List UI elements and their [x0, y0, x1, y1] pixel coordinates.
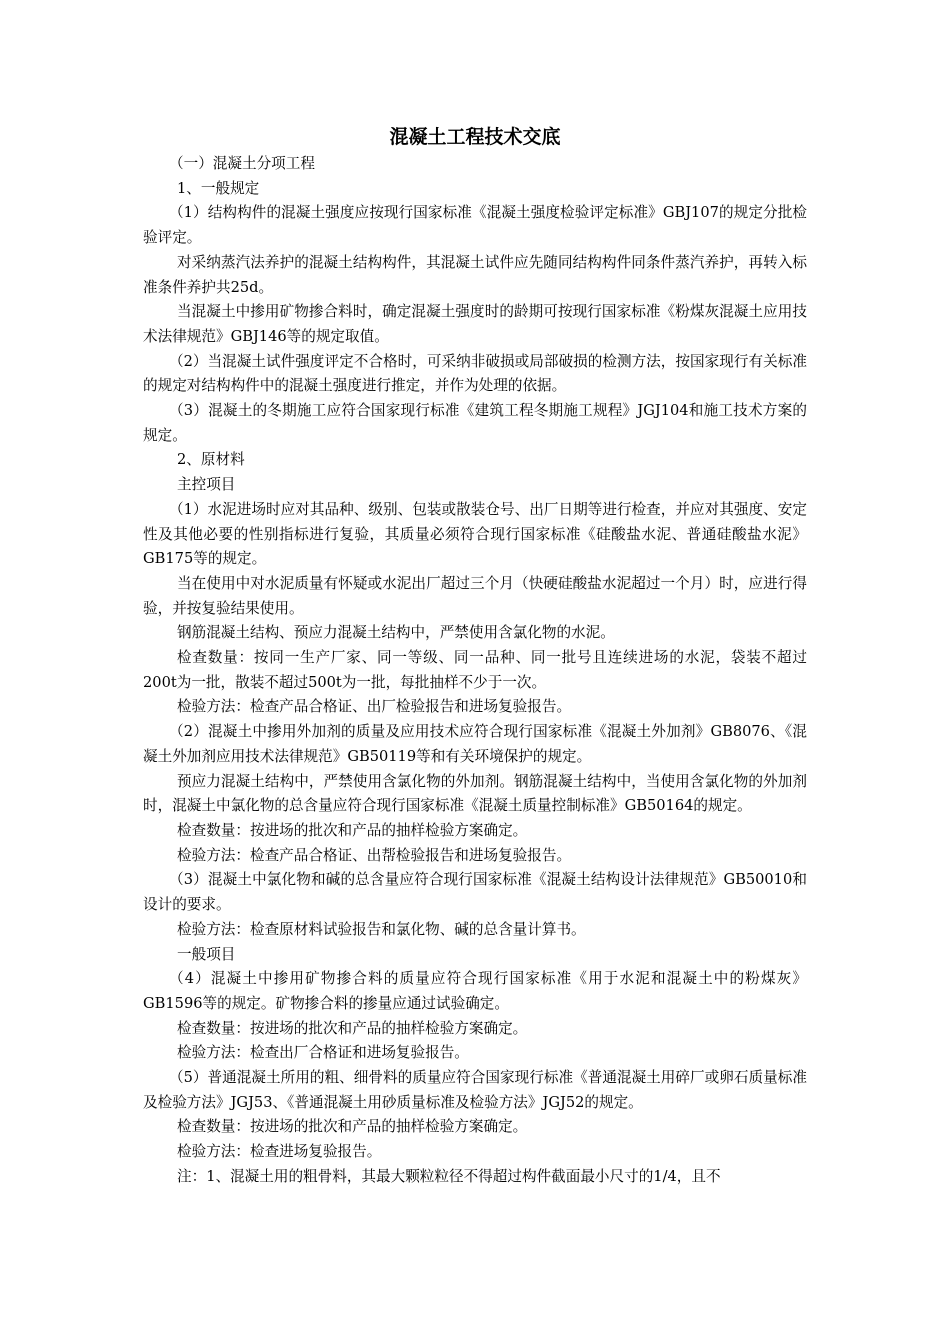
- paragraph: （4）混凝土中掺用矿物掺合料的质量应符合现行国家标准《用于水泥和混凝土中的粉煤灰》GB1596等的规定。矿物掺合料的掺量应通过试验确定。: [143, 970, 807, 1012]
- paragraph: 检验方法：检查原材料试验报告和氯化物、碱的总含量计算书。: [177, 920, 586, 938]
- paragraph: 钢筋混凝土结构、预应力混凝土结构中，严禁使用含氯化物的水泥。: [177, 624, 615, 642]
- paragraph: 检验方法：检查出厂合格证和进场复验报告。: [177, 1044, 469, 1062]
- paragraph: （一）混凝土分项工程: [169, 155, 315, 172]
- paragraph: 1、一般规定: [177, 179, 260, 197]
- paragraph: 检查数量：按进场的批次和产品的抽样检验方案确定。: [177, 1019, 528, 1037]
- paragraph: （1）结构构件的混凝土强度应按现行国家标准《混凝土强度检验评定标准》GBJ107的规定分批检验评定。: [143, 204, 807, 247]
- paragraph: 检验方法：检查产品合格证、出厂检验报告和进场复验报告。: [177, 698, 572, 716]
- paragraph: 检验方法：检查产品合格证、出帮检验报告和进场复验报告。: [177, 846, 572, 864]
- paragraph: 预应力混凝土结构中，严禁使用含氯化物的外加剂。钢筋混凝土结构中，当使用含氯化物的外加剂时，混凝土中氯化物的总含量应符合现行国家标准《混凝土质量控制标准》GB50164的规定。: [143, 772, 807, 815]
- paragraph: （2）当混凝土试件强度评定不合格时，可采纳非破损或局部破损的检测方法，按国家现行有关标准的规定对结构构件中的混凝土强度进行推定，并作为处理的依据。: [143, 352, 807, 395]
- paragraph: 注：1、混凝土用的粗骨料，其最大颗粒粒径不得超过构件截面最小尺寸的1/4，且不: [177, 1167, 721, 1185]
- paragraph: 检查数量：按进场的批次和产品的抽样检验方案确定。: [177, 1118, 528, 1136]
- paragraph: （1）水泥进场时应对其品种、级别、包装或散装仓号、出厂日期等进行检查，并应对其强度、安定性及其他必要的性别指标进行复验，其质量必须符合现行国家标准《硅酸盐水泥、普通硅酸盐水泥》GB175等的规定。: [143, 500, 807, 568]
- paragraph: 当混凝土中掺用矿物掺合料时，确定混凝土强度时的龄期可按现行国家标准《粉煤灰混凝土应用技术法律规范》GBJ146等的规定取值。: [143, 303, 807, 345]
- document-page: [143, 118, 807, 1190]
- paragraph: 对采纳蒸汽法养护的混凝土结构构件，其混凝土试件应先随同结构构件同条件蒸汽养护，再转入标准条件养护共25d。: [143, 253, 807, 296]
- paragraph: 当在使用中对水泥质量有怀疑或水泥出厂超过三个月（快硬硅酸盐水泥超过一个月）时，应进行得验，并按复验结果使用。: [143, 574, 807, 617]
- document-title: 混凝土工程技术交底: [389, 126, 561, 148]
- paragraph: 一般项目: [177, 945, 236, 963]
- paragraph: 检查数量：按同一生产厂家、同一等级、同一品种、同一批号且连续进场的水泥，袋装不超过200t为一批，散装不超过500t为一批，每批抽样不少于一次。: [143, 649, 807, 691]
- paragraph: 检验方法：检查进场复验报告。: [177, 1143, 382, 1161]
- paragraph: （2）混凝土中掺用外加剂的质量及应用技术应符合现行国家标准《混凝土外加剂》GB8076、《混凝土外加剂应用技术法律规范》GB50119等和有关环境保护的规定。: [143, 723, 807, 765]
- paragraph: （5）普通混凝土所用的粗、细骨料的质量应符合国家现行标准《普通混凝土用碎厂或卵石质量标准及检验方法》JGJ53、《普通混凝土用砂质量标准及检验方法》JGJ52的规定。: [143, 1069, 807, 1111]
- document-body: [143, 152, 807, 1190]
- paragraph: 2、原材料: [177, 451, 245, 469]
- paragraph: 主控项目: [177, 476, 236, 494]
- paragraph: （3）混凝土中氯化物和碱的总含量应符合现行国家标准《混凝土结构设计法律规范》GB50010和设计的要求。: [143, 871, 807, 914]
- paragraph: （3）混凝土的冬期施工应符合国家现行标准《建筑工程冬期施工规程》JGJ104和施工技术方案的规定。: [143, 402, 807, 444]
- paragraph: 检查数量：按进场的批次和产品的抽样检验方案确定。: [177, 821, 528, 839]
